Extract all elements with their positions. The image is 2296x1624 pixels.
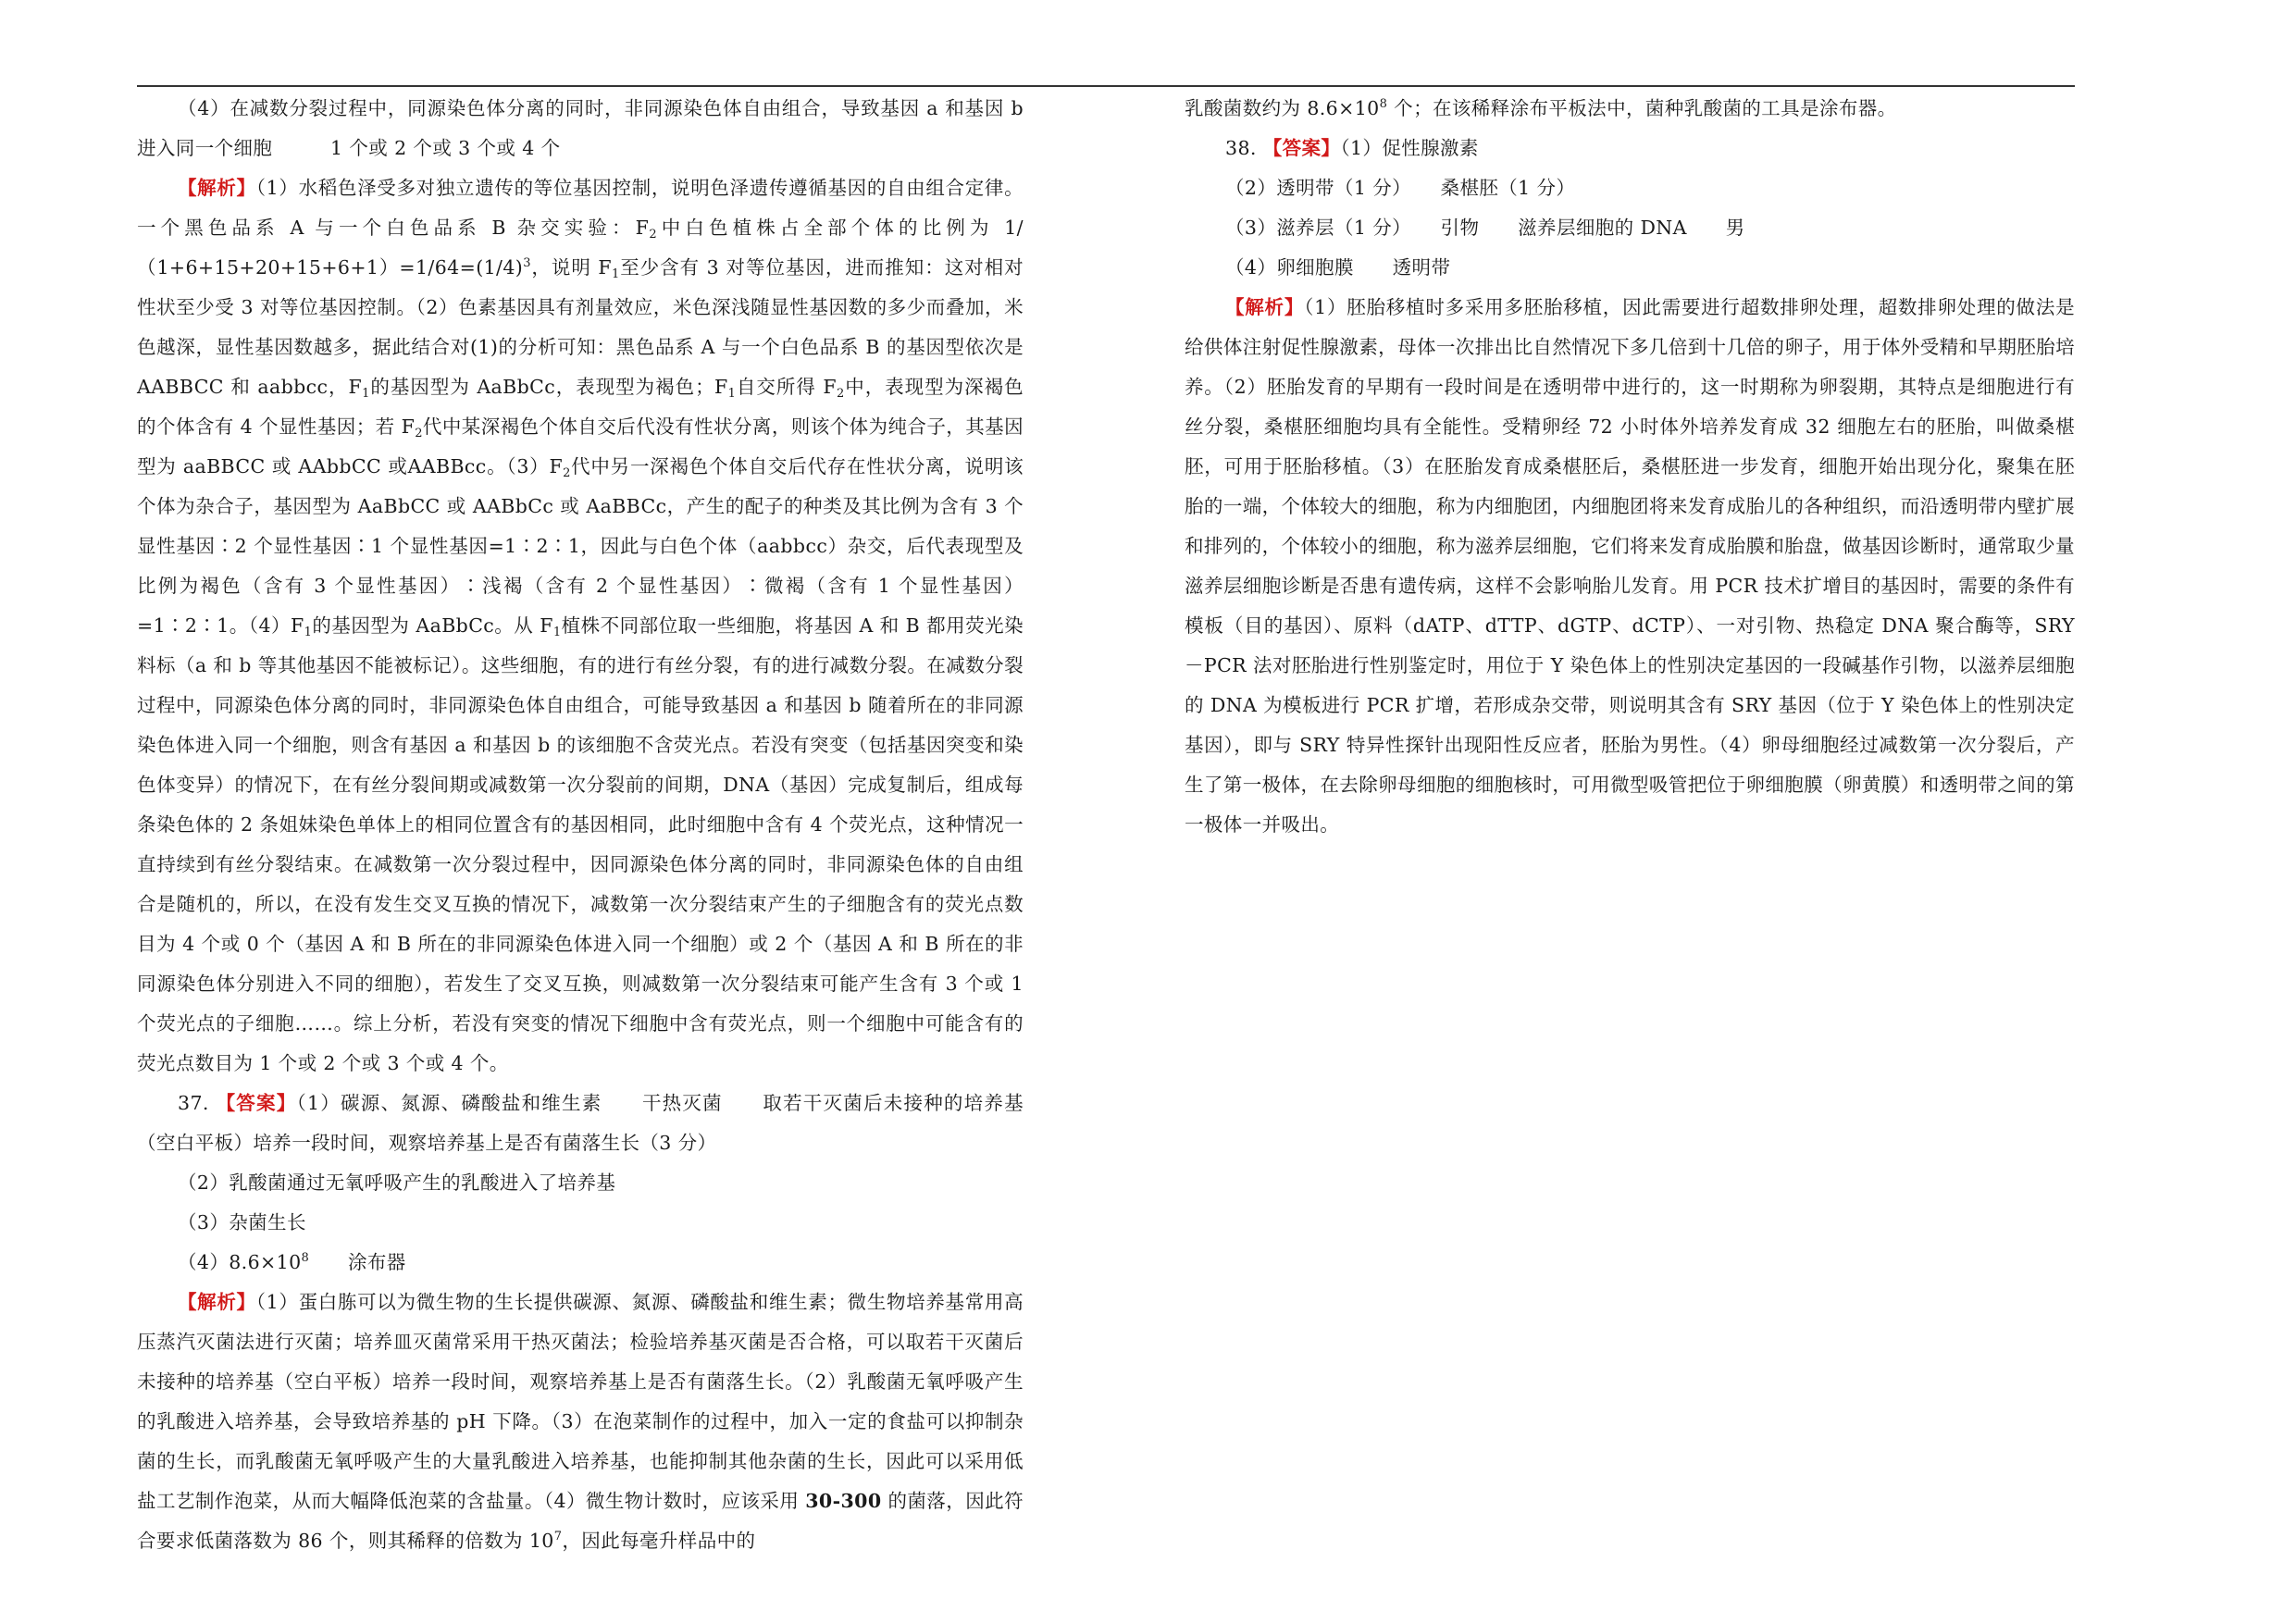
q38-explanation: 【解析】（1）胚胎移植时多采用多胚胎移植，因此需要进行超数排卵处理，超数排卵处理的做法是给供体注射促性腺激素，母体一次排出比自然情况下多几倍到十几倍的卵子，用于体外受精和早期胚胎培养。（2）胚胎发育的早期有一段时间是在透明带中进行的，这一时期称为卵裂期，其特点是细胞进行有丝分裂，桑椹胚细胞均具有全能性。受精卵经 72 小时体外培养发育成 32 细胞左右的胚胎，叫做桑椹胚，可用于胚胎移植。（3）在胚胎发育成桑椹胚后，桑椹胚进一步发育，细胞开始出现分化，聚集在胚胎的一端，个体较大的细胞，称为内细胞团，内细胞团将来发育成胎儿的各种组织，而沿透明带内壁扩展和排列的，个体较小的细胞，称为滋养层细胞，它们将来发育成胎膜和胎盘，做基因诊断时，通常取少量滋养层细胞诊断是否患有遗传病，这样不会影响胎儿发育。用 PCR 技术扩增目的基因时，需要的条件有模板（目的基因）、原料（dATP、dTTP、dGTP、dCTP）、一对引物、热稳定 DNA 聚合酶等，SRY－PCR 法对胚胎进行性别鉴定时，用位于 Y 染色体上的性别决定基因的一段碱基作引物，以滋养层细胞的 DNA 为模板进行 PCR 扩增，若形成杂交带，则说明其含有 SRY 基因（位于 Y 染色体上的性别决定基因），即与 SRY 特异性探针出现阳性反应者，胚胎为男性。（4）卵母细胞经过减数第一次分裂后，产生了第一极体，在去除卵母细胞的细胞核时，可用微型吸管把位于卵细胞膜（卵黄膜）和透明带之间的第一极体一并吸出。: [1185, 296, 2075, 836]
answer-tag: 【答案】: [216, 1092, 297, 1114]
q38-answer-2: （2）透明带（1 分） 桑椹胚（1 分）: [1225, 177, 1576, 199]
q36-explanation: 【解析】（1）水稻色泽受多对独立遗传的等位基因控制，说明色泽遗传遵循基因的自由组合定律。一个黑色品系 A 与一个白色品系 B 杂交实验：$F_2$中白色植株占全部个体的比例为 $1/(1+6+15+20+15+6+1)=1/64=(1/4)^3$，说明 $F_1$至少含有 3 对等位基因，进而推知：这对相对性状至少受 3 对等位基因控制。（2）色素基因具有剂量效应，米色深浅随显性基因数的多少而叠加，米色越深，显性基因数越多，据此结合对(1)的分析可知：黑色品系 A 与一个白色品系 B 的基因型依次是 AABBCC 和 aabbcc，$F_1$的基因型为 AaBbCc，表现型为褐色；$F_1$自交所得 $F_2$中，表现型为深褐色的个体含有 4 个显性基因；若 $F_2$代中某深褐色个体自交后代没有性状分离，则该个体为纯合子，其基因型为 aaBBCC 或 AAbbCC 或AABBcc。$(3)F_2$代中另一深褐色个体自交后代存在性状分离，说明该个体为杂合子，基因型为 AaBbCC 或 AABbCc 或 AaBBCc，产生的配子的种类及其比例为含有 3 个显性基因∶2 个显性基因∶1 个显性基因=1∶2∶1，因此与白色个体（aabbcc）杂交，后代表现型及比例为褐色（含有 3 个显性基因）∶浅褐（含有 2 个显性基因）∶微褐（含有 1 个显性基因）=1∶2∶1。$(4)F_1$的基因型为 AaBbCc。从 $F_1$植株不同部位取一些细胞，将基因 A 和 B 都用荧光染料标（a 和 b 等其他基因不能被标记）。这些细胞，有的进行有丝分裂，有的进行减数分裂。在减数分裂过程中，同源染色体分离的同时，非同源染色体自由组合，可能导致基因 a 和基因 b 随着所在的非同源染色体进入同一个细胞，则含有基因 a 和基因 b 的该细胞不含荧光点。若没有突变（包括基因突变和染色体变异）的情况下，在有丝分裂间期或减数第一次分裂前的间期，DNA（基因）完成复制后，组成每条染色体的 2 条姐妹染色单体上的相同位置含有的基因相同，此时细胞中含有 4 个荧光点，这种情况一直持续到有丝分裂结束。在减数第一次分裂过程中，因同源染色体分离的同时，非同源染色体的自由组合是随机的，所以，在没有发生交叉互换的情况下，减数第一次分裂结束产生的子细胞含有的荧光点数目为 4 个或 0 个（基因 A 和 B 所在的非同源染色体进入同一个细胞）或 2 个（基因 A 和 B 所在的非同源染色体分别进入不同的细胞），若发生了交叉互换，则减数第一次分裂结束可能产生含有 3 个或 1 个荧光点的子细胞……。综上分析，若没有突变的情况下细胞中含有荧光点，则一个细胞中可能含有的荧光点数目为 1 个或 2 个或 3 个或 4 个。: [137, 177, 1024, 1074]
left-column: [137, 89, 1024, 1561]
answer-tag: 【答案】: [1262, 137, 1341, 159]
explanation-tag: 【解析】: [178, 1291, 256, 1313]
q38-answer-1: 38. 【答案】（1）促性腺激素: [1225, 137, 1479, 159]
question-number: 38.: [1225, 137, 1263, 159]
q37-answer-2: （2）乳酸菌通过无氧呼吸产生的乳酸进入了培养基: [178, 1172, 616, 1194]
q37-explanation-continued: 乳酸菌数约为 $8.6\times 10^8$ 个；在该稀释涂布平板法中，菌种乳酸菌的工具是涂布器。: [1185, 97, 1897, 119]
explanation-tag: 【解析】: [178, 177, 256, 199]
q37-answer-1: 37. 【答案】（1）碳源、氮源、磷酸盐和维生素 干热灭菌 取若干灭菌后未接种的培养基（空白平板）培养一段时间，观察培养基上是否有菌落生长（3 分）: [137, 1092, 1024, 1154]
q37-answer-3: （3）杂菌生长: [178, 1211, 306, 1233]
q38-answer-3: （3）滋养层（1 分） 引物 滋养层细胞的 DNA 男: [1225, 217, 1745, 239]
q37-explanation: 【解析】（1）蛋白胨可以为微生物的生长提供碳源、氮源、磷酸盐和维生素；微生物培养基常用高压蒸汽灭菌法进行灭菌；培养皿灭菌常采用干热灭菌法；检验培养基灭菌是否合格，可以取若干灭菌后未接种的培养基（空白平板）培养一段时间，观察培养基上是否有菌落生长。（2）乳酸菌无氧呼吸产生的乳酸进入培养基，会导致培养基的 pH 下降。（3）在泡菜制作的过程中，加入一定的食盐可以抑制杂菌的生长，而乳酸菌无氧呼吸产生的大量乳酸进入培养基，也能抑制其他杂菌的生长，因此可以采用低盐工艺制作泡菜，从而大幅降低泡菜的含盐量。（4）微生物计数时，应该采用 30-300 的菌落，因此符合要求低菌落数为 86 个，则其稀释的倍数为 $10^7$，因此每毫升样品中的: [137, 1291, 1024, 1552]
q38-answer-4: （4）卵细胞膜 透明带: [1225, 256, 1451, 279]
question-number: 37.: [178, 1092, 217, 1114]
q37-answer-4: $(4)8.6\times 10^8$ 涂布器: [178, 1251, 406, 1273]
explanation-tag: 【解析】: [1225, 296, 1305, 318]
right-column: [1185, 89, 2075, 845]
q36-answer-4: （4）在减数分裂过程中，同源染色体分离的同时，非同源染色体自由组合，导致基因 a 和基因 b 进入同一个细胞 1 个或 2 个或 3 个或 4 个: [137, 97, 1024, 159]
header-rule: [137, 85, 2075, 87]
